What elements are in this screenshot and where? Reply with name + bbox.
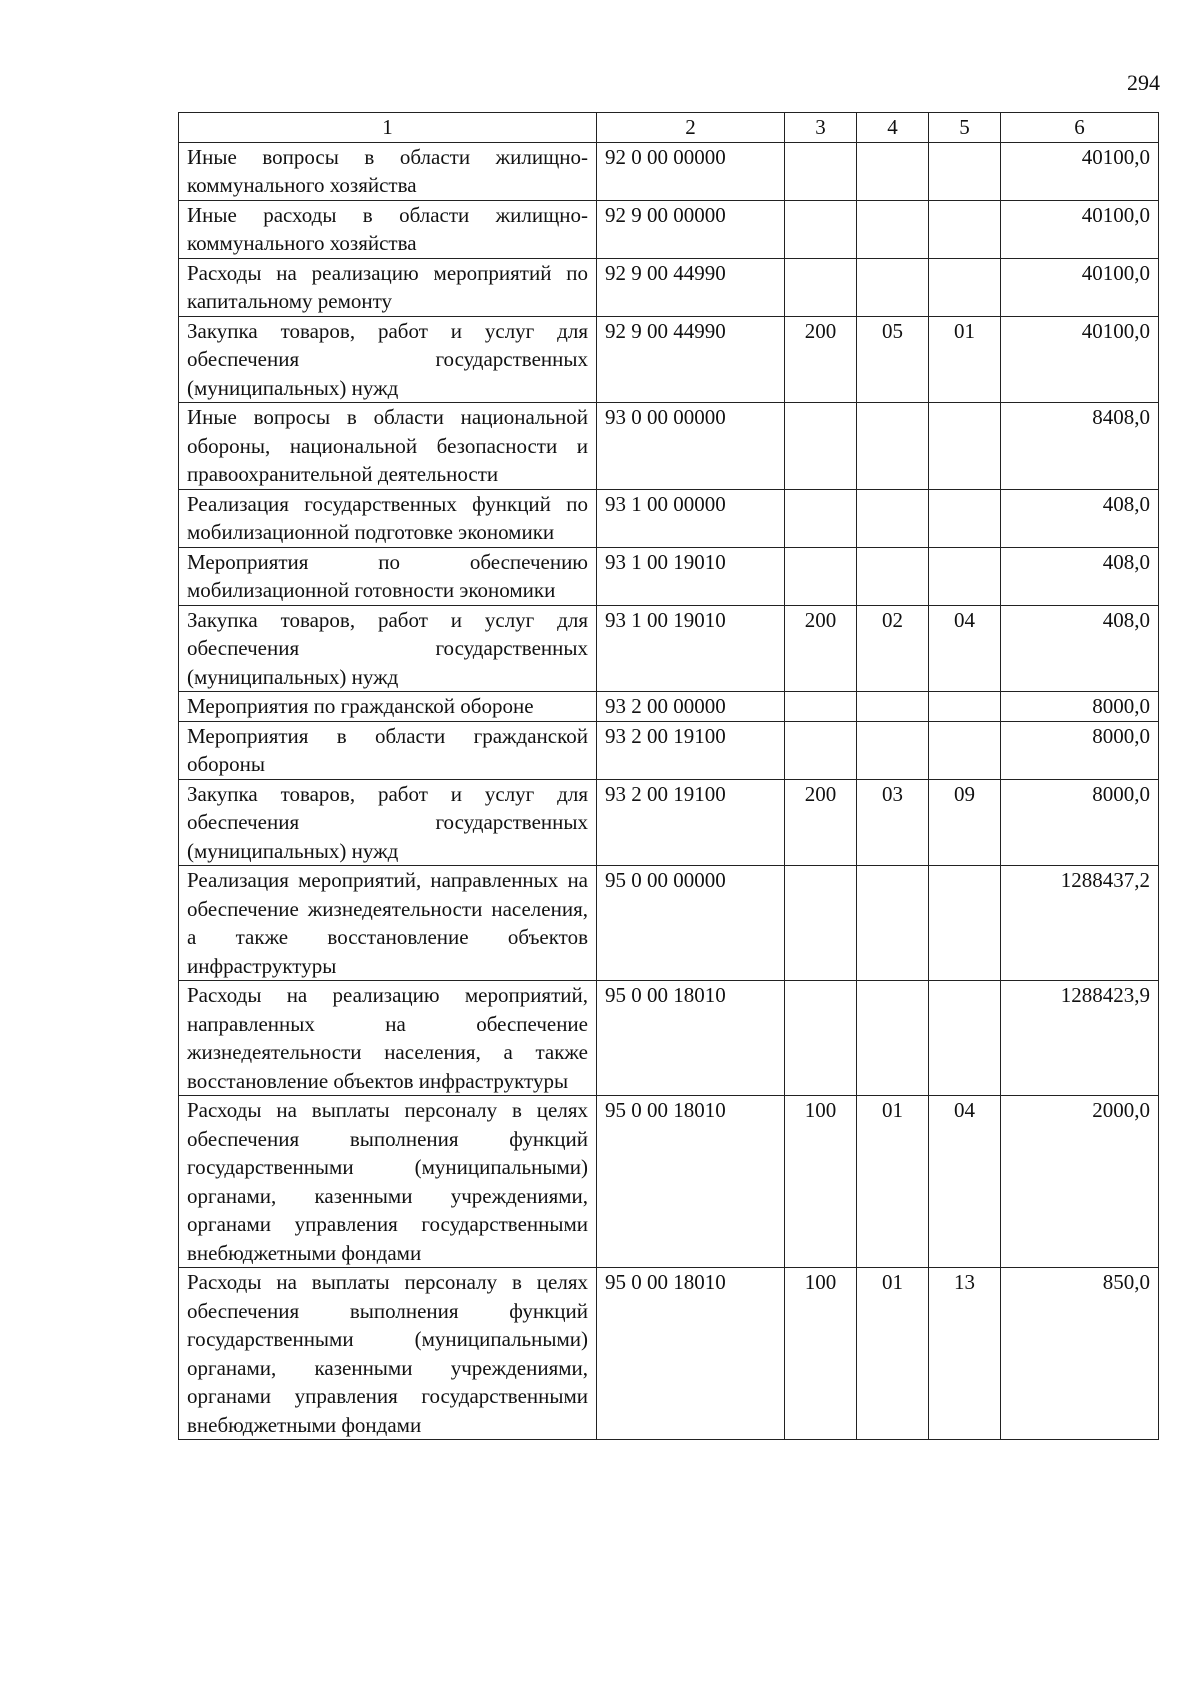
target-article-code: 93 2 00 00000: [597, 692, 785, 722]
section-code: [857, 721, 929, 779]
subsection-code: [929, 142, 1001, 200]
table-row: [179, 489, 1159, 547]
amount-value: 8408,0: [1001, 403, 1159, 490]
target-article-code: 93 1 00 19010: [597, 605, 785, 692]
expense-type-code: 100: [785, 1268, 857, 1440]
line-item-name: Расходы на реализацию мероприятий, направленных на обеспечение жизнедеятельности населения, а также восстановление объектов инфраструктуры: [179, 981, 597, 1096]
expense-type-code: [785, 721, 857, 779]
target-article-code: 93 1 00 19010: [597, 547, 785, 605]
section-code: [857, 258, 929, 316]
table-row: [179, 316, 1159, 403]
expense-type-code: [785, 692, 857, 722]
table-row: [179, 721, 1159, 779]
section-code: [857, 403, 929, 490]
column-header: 3: [785, 113, 857, 143]
expense-type-code: [785, 547, 857, 605]
expense-type-code: [785, 142, 857, 200]
line-item-name: Расходы на выплаты персоналу в целях обеспечения выполнения функций государственными (муниципальными) органами, казенными учреждениями, органами управления государственными внебюджетными фондами: [179, 1096, 597, 1268]
amount-value: 408,0: [1001, 489, 1159, 547]
line-item-name: Расходы на выплаты персоналу в целях обеспечения выполнения функций государственными (муниципальными) органами, казенными учреждениями, органами управления государственными внебюджетными фондами: [179, 1268, 597, 1440]
table-row: [179, 1268, 1159, 1440]
expense-type-code: [785, 489, 857, 547]
section-code: 01: [857, 1268, 929, 1440]
target-article-code: 92 9 00 44990: [597, 258, 785, 316]
subsection-code: 09: [929, 779, 1001, 866]
subsection-code: 01: [929, 316, 1001, 403]
line-item-name: Расходы на реализацию мероприятий по капитальному ремонту: [179, 258, 597, 316]
column-header: 1: [179, 113, 597, 143]
section-code: [857, 692, 929, 722]
amount-value: 40100,0: [1001, 142, 1159, 200]
table-row: [179, 866, 1159, 981]
section-code: [857, 866, 929, 981]
column-header: 4: [857, 113, 929, 143]
section-code: [857, 981, 929, 1096]
section-code: 01: [857, 1096, 929, 1268]
target-article-code: 95 0 00 00000: [597, 866, 785, 981]
target-article-code: 93 0 00 00000: [597, 403, 785, 490]
subsection-code: [929, 403, 1001, 490]
table-row: [179, 1096, 1159, 1268]
amount-value: 408,0: [1001, 605, 1159, 692]
section-code: [857, 489, 929, 547]
line-item-name: Реализация государственных функций по мобилизационной подготовке экономики: [179, 489, 597, 547]
expense-type-code: 200: [785, 316, 857, 403]
subsection-code: [929, 692, 1001, 722]
target-article-code: 93 2 00 19100: [597, 721, 785, 779]
amount-value: 2000,0: [1001, 1096, 1159, 1268]
table-body: [179, 142, 1159, 1440]
table-row: [179, 547, 1159, 605]
header-row: [179, 113, 1159, 143]
column-header: 6: [1001, 113, 1159, 143]
line-item-name: Мероприятия в области гражданской обороны: [179, 721, 597, 779]
table-row: [179, 779, 1159, 866]
line-item-name: Иные расходы в области жилищно-коммунального хозяйства: [179, 200, 597, 258]
page-number: 294: [1127, 70, 1160, 95]
table-header: [179, 113, 1159, 143]
amount-value: 408,0: [1001, 547, 1159, 605]
subsection-code: [929, 721, 1001, 779]
target-article-code: 93 2 00 19100: [597, 779, 785, 866]
amount-value: 40100,0: [1001, 258, 1159, 316]
subsection-code: [929, 547, 1001, 605]
expense-type-code: 200: [785, 779, 857, 866]
target-article-code: 92 9 00 44990: [597, 316, 785, 403]
subsection-code: 04: [929, 605, 1001, 692]
subsection-code: [929, 258, 1001, 316]
amount-value: 40100,0: [1001, 200, 1159, 258]
expense-type-code: [785, 866, 857, 981]
section-code: [857, 547, 929, 605]
table-row: [179, 981, 1159, 1096]
target-article-code: 95 0 00 18010: [597, 1268, 785, 1440]
section-code: 02: [857, 605, 929, 692]
expense-type-code: [785, 981, 857, 1096]
amount-value: 1288423,9: [1001, 981, 1159, 1096]
amount-value: 8000,0: [1001, 721, 1159, 779]
target-article-code: 92 0 00 00000: [597, 142, 785, 200]
line-item-name: Мероприятия по обеспечению мобилизационной готовности экономики: [179, 547, 597, 605]
subsection-code: [929, 981, 1001, 1096]
line-item-name: Иные вопросы в области национальной обороны, национальной безопасности и правоохранительной деятельности: [179, 403, 597, 490]
table-row: [179, 258, 1159, 316]
subsection-code: 13: [929, 1268, 1001, 1440]
amount-value: 40100,0: [1001, 316, 1159, 403]
expense-type-code: [785, 258, 857, 316]
table-row: [179, 605, 1159, 692]
subsection-code: [929, 200, 1001, 258]
subsection-code: [929, 866, 1001, 981]
budget-table: [178, 112, 1159, 1440]
section-code: [857, 142, 929, 200]
target-article-code: 95 0 00 18010: [597, 981, 785, 1096]
amount-value: 1288437,2: [1001, 866, 1159, 981]
section-code: [857, 200, 929, 258]
subsection-code: [929, 489, 1001, 547]
line-item-name: Закупка товаров, работ и услуг для обеспечения государственных (муниципальных) нужд: [179, 779, 597, 866]
column-header: 5: [929, 113, 1001, 143]
table-row: [179, 200, 1159, 258]
target-article-code: 95 0 00 18010: [597, 1096, 785, 1268]
line-item-name: Закупка товаров, работ и услуг для обеспечения государственных (муниципальных) нужд: [179, 316, 597, 403]
subsection-code: 04: [929, 1096, 1001, 1268]
line-item-name: Закупка товаров, работ и услуг для обеспечения государственных (муниципальных) нужд: [179, 605, 597, 692]
line-item-name: Реализация мероприятий, направленных на обеспечение жизнедеятельности населения, а также восстановление объектов инфраструктуры: [179, 866, 597, 981]
expense-type-code: [785, 200, 857, 258]
table-row: [179, 142, 1159, 200]
line-item-name: Иные вопросы в области жилищно-коммунального хозяйства: [179, 142, 597, 200]
amount-value: 8000,0: [1001, 692, 1159, 722]
amount-value: 8000,0: [1001, 779, 1159, 866]
section-code: 03: [857, 779, 929, 866]
line-item-name: Мероприятия по гражданской обороне: [179, 692, 597, 722]
expense-type-code: 200: [785, 605, 857, 692]
column-header: 2: [597, 113, 785, 143]
section-code: 05: [857, 316, 929, 403]
amount-value: 850,0: [1001, 1268, 1159, 1440]
table-row: [179, 403, 1159, 490]
target-article-code: 92 9 00 00000: [597, 200, 785, 258]
table-row: [179, 692, 1159, 722]
expense-type-code: 100: [785, 1096, 857, 1268]
target-article-code: 93 1 00 00000: [597, 489, 785, 547]
expense-type-code: [785, 403, 857, 490]
